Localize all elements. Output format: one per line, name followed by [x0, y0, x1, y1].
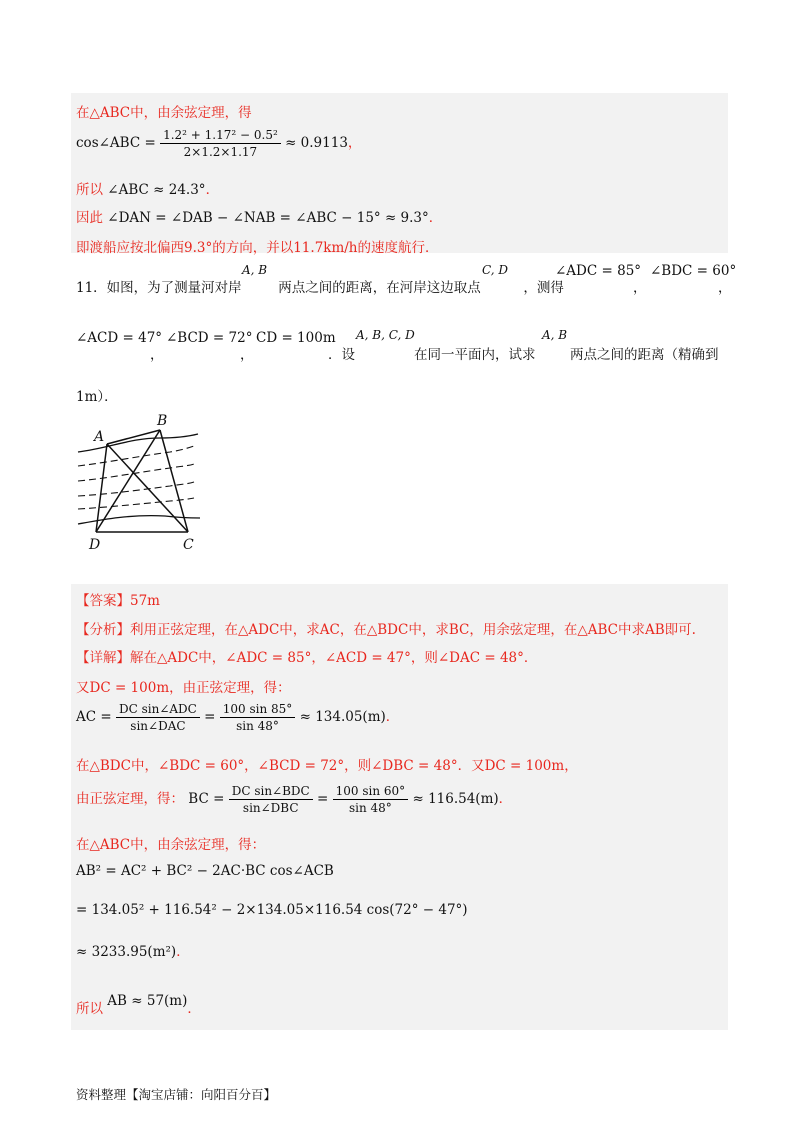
- question-intro-b: 两点之间的距离，在河岸这边取点: [278, 280, 481, 296]
- label-d: D: [89, 537, 101, 553]
- bc-lhs: BC =: [188, 791, 225, 807]
- ac-fraction-1: [116, 702, 200, 733]
- question-intro: 11．如图，为了测量河对岸: [76, 280, 242, 296]
- question-line-2b: 在同一平面内，试求: [414, 347, 536, 363]
- label-c: C: [183, 537, 194, 553]
- detail-line-4: 在△BDC中，∠BDC = 60°，∠BCD = 72°，则∠DBC = 48°．又DC = 100m，: [76, 758, 578, 774]
- bc-eq: =: [317, 791, 329, 807]
- bc-fraction-2: [333, 784, 409, 815]
- answer-line: 【答案】57m: [76, 593, 160, 609]
- ac-den-2: sin 48°: [236, 719, 279, 733]
- angle-acd: ∠ACD = 47°: [76, 330, 163, 346]
- sup-ab: A, B: [242, 263, 268, 277]
- bc-fraction-1: [229, 784, 313, 815]
- ac-fraction-2: [220, 702, 296, 733]
- dan-angle: ∠DAN = ∠DAB − ∠NAB = ∠ABC − 15° ≈ 9.3°: [107, 210, 429, 226]
- detail-line-3: [76, 702, 399, 733]
- abc-angle: ∠ABC ≈ 24.3°: [107, 182, 206, 198]
- detail-text-1: 解在△ADC中，∠ADC = 85°，∠ACD = 47°，则∠DAC = 48°．: [130, 650, 538, 666]
- ac-lhs: AC =: [76, 709, 112, 725]
- question-line-2c: 两点之间的距离（精确到: [570, 347, 719, 363]
- cos-numerator: 1.2² + 1.17² − 0.5²: [160, 128, 281, 144]
- bc-den-2: sin 48°: [349, 801, 392, 815]
- question-she: ．设: [328, 347, 355, 363]
- top-solution-line-4: [76, 206, 442, 226]
- detail-line-10: [76, 993, 201, 1017]
- so-tail: ．: [205, 182, 220, 198]
- angle-bdc: ∠BDC = 60°: [650, 263, 737, 279]
- footer-source: 资料整理【淘宝店铺：向阳百分百】: [76, 1087, 277, 1102]
- detail-line-9: [76, 940, 190, 960]
- ac-den-1: sin∠DAC: [130, 719, 186, 733]
- ac-eq: =: [204, 709, 216, 725]
- label-b: B: [157, 413, 168, 429]
- flow-line-2: [78, 464, 194, 481]
- comma-4: ，: [240, 347, 254, 363]
- bc-den-1: sin∠DBC: [242, 801, 299, 815]
- comma-2: ，: [718, 280, 732, 296]
- detail-line-1: [76, 646, 537, 666]
- comma-1: ，: [633, 280, 647, 296]
- top-solution-line-2: [76, 128, 361, 159]
- sup-ab-2: A, B: [542, 328, 568, 342]
- cos-denominator: 2×1.2×1.17: [183, 145, 258, 159]
- detail-line-8: = 134.05² + 116.54² − 2×134.05×116.54 cos(72° − 47°): [76, 902, 468, 918]
- label-a: A: [94, 429, 105, 445]
- ac-num-1: DC sin∠ADC: [116, 702, 200, 718]
- top-solution-line-3: [76, 178, 219, 198]
- near-bank-line: [78, 516, 200, 524]
- comma-3: ，: [150, 347, 164, 363]
- conclusion-label: 所以: [76, 1001, 103, 1017]
- detail-line-6: 在△ABC中，由余弦定理，得：: [76, 837, 266, 853]
- sup-abcd: A, B, C, D: [356, 328, 415, 342]
- question-line-3: 1m）．: [76, 389, 118, 405]
- cos-tail: ，: [347, 135, 362, 151]
- top-solution-line-5: 即渡船应按北偏西9.3°的方向，并以11.7km/h的速度航行．: [76, 240, 439, 256]
- river-figure: [70, 408, 210, 553]
- bc-num-2: 100 sin 60°: [333, 784, 409, 800]
- sup-cd: C, D: [482, 263, 509, 277]
- bc-result: ≈ 116.54(m): [412, 791, 499, 807]
- ac-num-2: 100 sin 85°: [220, 702, 296, 718]
- sine-law-label: 由正弦定理，得：: [76, 791, 184, 807]
- flow-line-4: [78, 498, 194, 509]
- analysis-tag: 【分析】: [76, 622, 130, 638]
- top-solution-line-1: 在△ABC中，由余弦定理，得: [76, 105, 252, 121]
- analysis-text: 利用正弦定理，在△ADC中，求AC，在△BDC中，求BC，用余弦定理，在△ABC中求AB即可.: [130, 622, 696, 638]
- conclusion-tail: ．: [187, 1001, 201, 1017]
- question-intro-c: ，测得: [523, 280, 564, 296]
- angle-bcd: ∠BCD = 72°: [166, 330, 253, 346]
- cos-result: ≈ 0.9113: [285, 135, 348, 151]
- so-label: 所以: [76, 182, 103, 198]
- analysis-line: [76, 618, 696, 638]
- therefore-tail: ．: [428, 210, 443, 226]
- detail-tag: 【详解】: [76, 650, 130, 666]
- detail-line-7: AB² = AC² + BC² − 2AC·BC cos∠ACB: [76, 863, 334, 879]
- bc-num-1: DC sin∠BDC: [229, 784, 313, 800]
- length-cd: CD = 100m: [256, 330, 336, 346]
- ab-squared-tail: ．: [176, 944, 190, 960]
- therefore-label: 因此: [76, 210, 103, 226]
- cos-lhs: cos∠ABC =: [76, 135, 156, 151]
- bc-tail: ．: [498, 791, 513, 807]
- ac-result: ≈ 134.05(m): [299, 709, 386, 725]
- cos-fraction: [160, 128, 281, 159]
- ab-squared-result: ≈ 3233.95(m²): [76, 944, 177, 960]
- ab-result: AB ≈ 57(m): [107, 993, 188, 1009]
- detail-line-5: [76, 784, 512, 815]
- question-line-1: [76, 276, 564, 296]
- angle-adc: ∠ADC = 85°: [555, 263, 642, 279]
- ac-tail: ．: [385, 709, 400, 725]
- detail-line-2: 又DC = 100m，由正弦定理，得：: [76, 680, 291, 696]
